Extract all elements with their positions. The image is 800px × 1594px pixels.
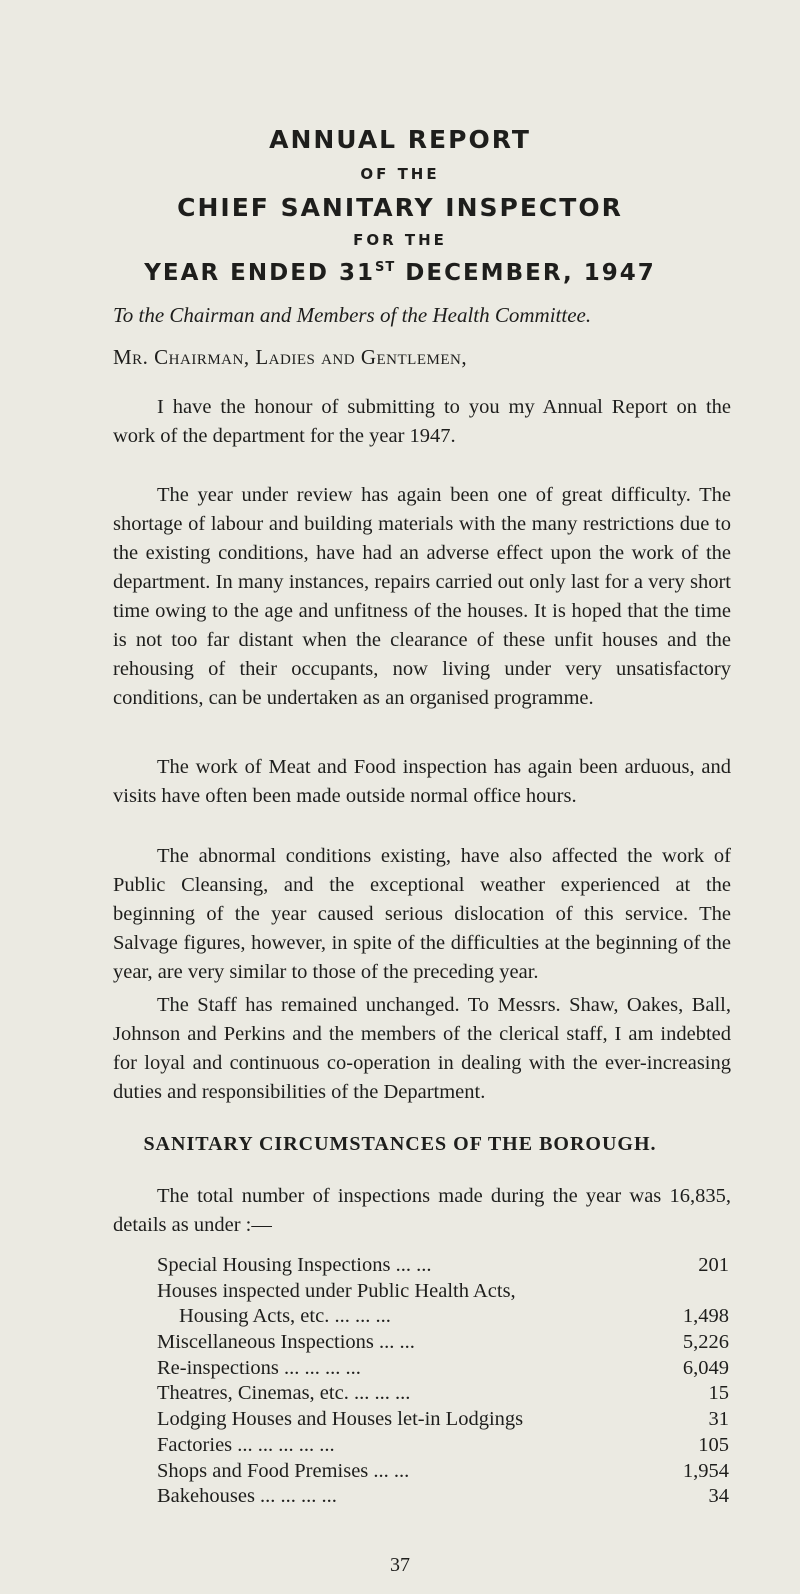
section-intro: The total number of inspections made during the year was 16,835, details as under :— bbox=[113, 1185, 731, 1236]
inspection-value: 31 bbox=[708, 1408, 729, 1431]
inspection-label: Lodging Houses and Houses let-in Lodgings bbox=[157, 1408, 524, 1431]
inspection-label: Housing Acts, etc. ... ... ... bbox=[179, 1305, 391, 1328]
page-number: 37 bbox=[390, 1554, 410, 1576]
inspection-row bbox=[157, 1433, 729, 1459]
inspection-row bbox=[157, 1356, 729, 1382]
inspections-list bbox=[157, 1253, 729, 1510]
title-year-post: DECEMBER, 1947 bbox=[395, 260, 656, 286]
title-year-pre: YEAR ENDED 31 bbox=[144, 260, 376, 286]
inspection-label: Re-inspections ... ... ... ... bbox=[157, 1356, 361, 1379]
paragraph-2: The year under review has again been one of great difficulty. The shortage of labour and building materials with the many restrictions due to the existing conditions, have had an adverse effect upon the work of the department. In many instances, repairs carried out only last for a very short time owing to the age and unfitness of the houses. It is hoped that the time is not too far distant when the clearance of these unfit houses and the rehousing of their occupants, now living under very unsatisfactory conditions, can be undertaken as an organised programme. bbox=[113, 484, 731, 709]
inspection-value: 15 bbox=[708, 1382, 729, 1405]
inspection-label: Miscellaneous Inspections ... ... bbox=[157, 1331, 415, 1354]
title-of-the: OF THE bbox=[360, 165, 440, 183]
title-annual-report: ANNUAL REPORT bbox=[269, 125, 531, 154]
title-chief-sanitary-inspector: CHIEF SANITARY INSPECTOR bbox=[177, 193, 623, 222]
inspection-row bbox=[157, 1381, 729, 1407]
title-year-sup: ST bbox=[375, 260, 396, 275]
inspection-label: Bakehouses ... ... ... ... bbox=[157, 1485, 337, 1508]
inspection-value: 1,954 bbox=[682, 1459, 729, 1482]
inspection-label: Shops and Food Premises ... ... bbox=[157, 1459, 410, 1482]
greeting-line: Mr. Chairman, Ladies and Gentlemen, bbox=[113, 345, 468, 369]
inspection-value: 5,226 bbox=[682, 1331, 729, 1354]
inspection-row bbox=[157, 1459, 729, 1485]
inspection-row bbox=[157, 1407, 729, 1433]
section-heading: SANITARY CIRCUMSTANCES OF THE BOROUGH. bbox=[143, 1133, 657, 1155]
inspection-row bbox=[157, 1279, 729, 1305]
inspection-value: 201 bbox=[698, 1254, 729, 1276]
inspection-label: Theatres, Cinemas, etc. ... ... ... bbox=[157, 1382, 411, 1405]
inspection-row bbox=[157, 1330, 729, 1356]
paragraph-1: I have the honour of submitting to you my Annual Report on the work of the department for the year 1947. bbox=[113, 396, 731, 447]
inspection-row bbox=[157, 1304, 729, 1330]
paragraph-4: The abnormal conditions existing, have also affected the work of Public Cleansing, and the exceptional weather experienced at the beginning of the year caused serious dislocation of this service. The Salvage figures, however, in spite of the difficulties at the beginning of the year, are very similar to those of the preceding year. bbox=[113, 845, 731, 983]
inspection-value: 105 bbox=[698, 1433, 729, 1456]
inspection-label: Houses inspected under Public Health Acts, bbox=[157, 1279, 516, 1302]
inspection-value: 1,498 bbox=[682, 1305, 729, 1328]
inspection-row bbox=[157, 1484, 729, 1510]
inspection-value: 34 bbox=[708, 1485, 729, 1508]
paragraph-5: The Staff has remained unchanged. To Messrs. Shaw, Oakes, Ball, Johnson and Perkins and the members of the clerical staff, I am indebted for loyal and continuous co-operation in dealing with the ever-increasing duties and responsibilities of the Department. bbox=[113, 994, 731, 1103]
addressee-line: To the Chairman and Members of the Health Committee. bbox=[113, 303, 592, 327]
title-year-ended bbox=[0, 260, 800, 286]
paragraph-3: The work of Meat and Food inspection has again been arduous, and visits have often been made outside normal office hours. bbox=[113, 756, 731, 807]
title-for-the: FOR THE bbox=[353, 231, 447, 249]
inspection-label: Special Housing Inspections ... ... bbox=[157, 1254, 432, 1276]
inspection-label: Factories ... ... ... ... ... bbox=[157, 1433, 335, 1456]
inspection-value: 6,049 bbox=[682, 1356, 729, 1379]
inspection-row bbox=[157, 1253, 729, 1279]
